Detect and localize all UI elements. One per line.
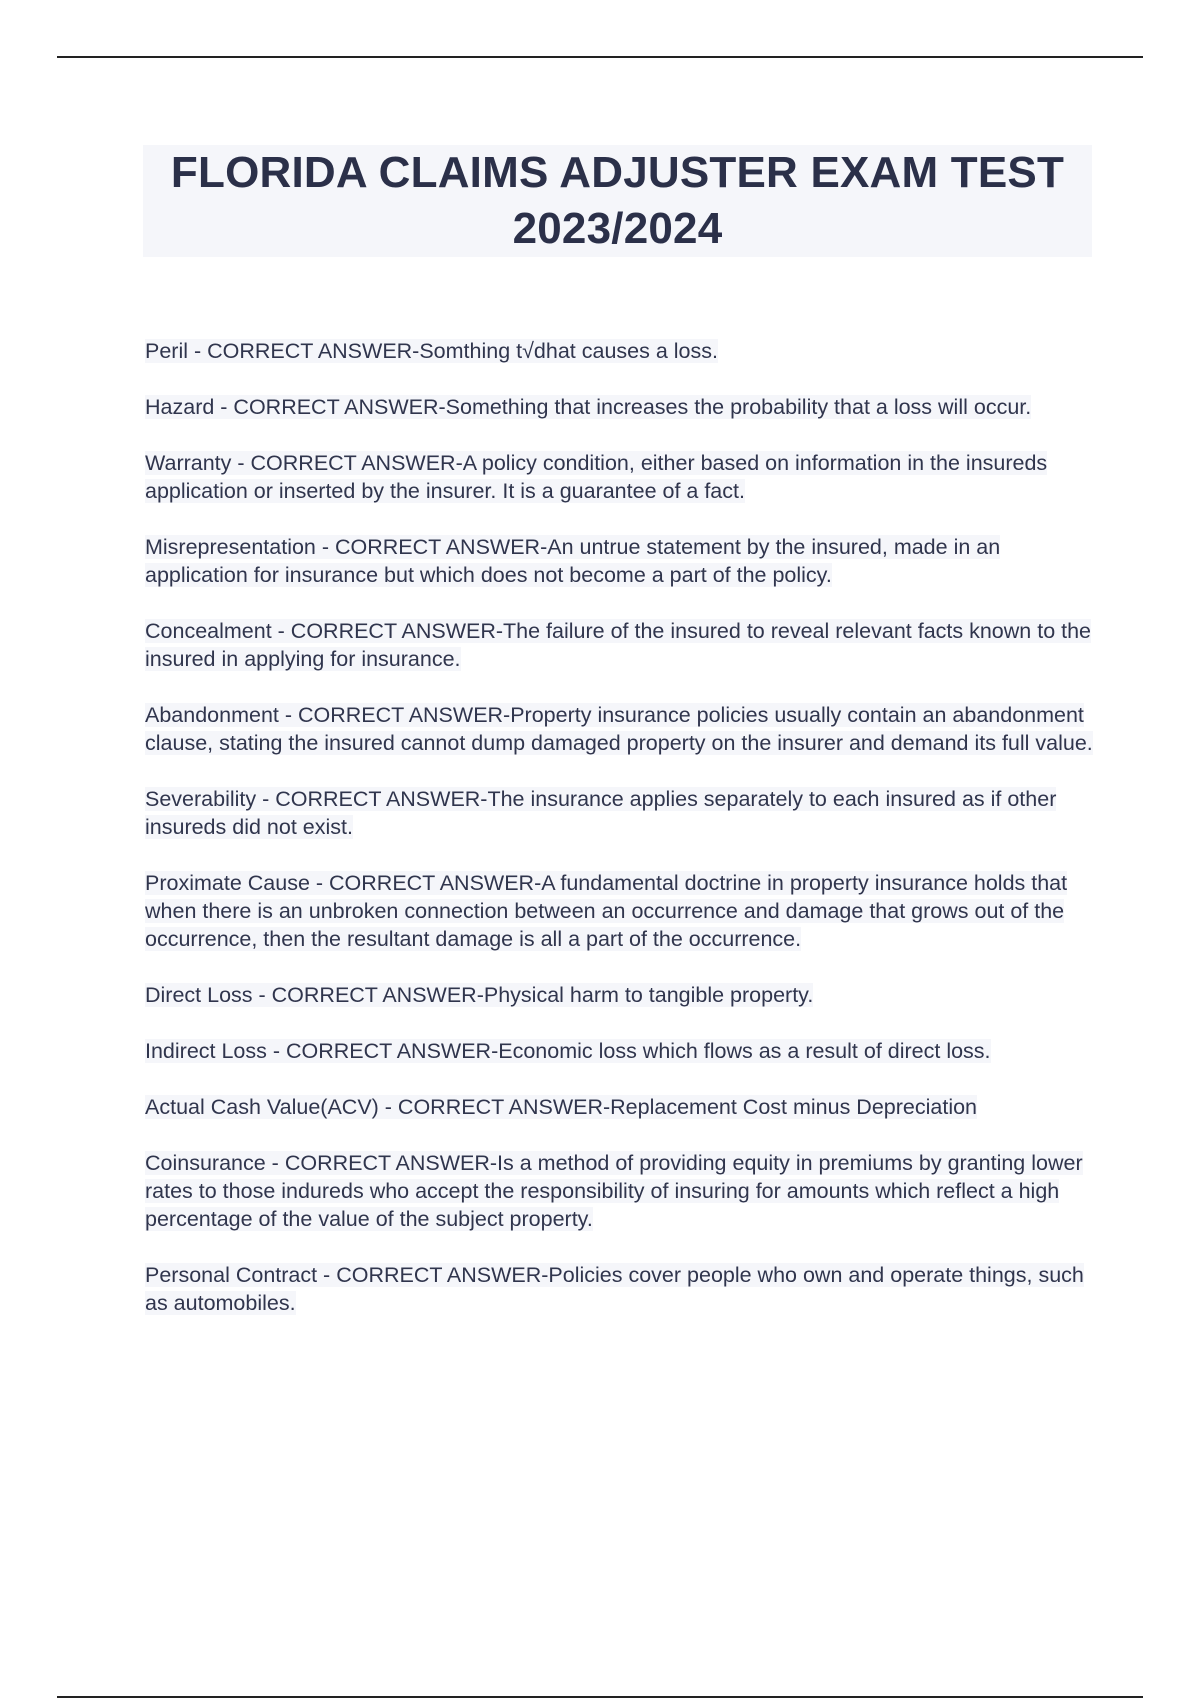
qa-entry-indirect-loss	[145, 1037, 1095, 1065]
qa-entry-text: Hazard - CORRECT ANSWER-Something that increases the probability that a loss will occur.	[145, 395, 1032, 419]
bottom-divider	[57, 1696, 1143, 1698]
qa-entry-concealment	[145, 617, 1095, 673]
qa-entry-text: Indirect Loss - CORRECT ANSWER-Economic loss which flows as a result of direct loss.	[145, 1039, 991, 1063]
qa-entry-misrepresentation	[145, 533, 1095, 589]
qa-entry-abandonment	[145, 701, 1095, 757]
qa-entry-actual-cash-value	[145, 1093, 1095, 1121]
qa-entry-personal-contract	[145, 1261, 1095, 1317]
qa-entry-hazard	[145, 393, 1095, 421]
qa-list	[145, 337, 1095, 1345]
qa-entry-severability	[145, 785, 1095, 841]
qa-entry-text: Severability - CORRECT ANSWER-The insurance applies separately to each insured as if other insureds did not exist.	[145, 787, 1057, 839]
qa-entry-text: Warranty - CORRECT ANSWER-A policy condition, either based on information in the insureds application or inserted by the insurer. It is a guarantee of a fact.	[145, 451, 1048, 503]
page-title: FLORIDA CLAIMS ADJUSTER EXAM TEST 2023/2024	[170, 148, 1065, 253]
qa-entry-text: Proximate Cause - CORRECT ANSWER-A fundamental doctrine in property insurance holds that when there is an unbroken connection between an occurrence and damage that grows out of the occurrence, then the resultant damage is all a part of the occurrence.	[145, 871, 1068, 951]
qa-entry-text: Direct Loss - CORRECT ANSWER-Physical harm to tangible property.	[145, 983, 814, 1007]
qa-entry-direct-loss	[145, 981, 1095, 1009]
qa-entry-warranty	[145, 449, 1095, 505]
qa-entry-text: Actual Cash Value(ACV) - CORRECT ANSWER-Replacement Cost minus Depreciation	[145, 1095, 978, 1119]
qa-entry-proximate-cause	[145, 869, 1095, 953]
qa-entry-coinsurance	[145, 1149, 1095, 1233]
qa-entry-text: Coinsurance - CORRECT ANSWER-Is a method of providing equity in premiums by granting lower rates to those indureds who accept the responsibility of insuring for amounts which reflect a high percentage of the value of the subject property.	[145, 1151, 1083, 1231]
qa-entry-text: Abandonment - CORRECT ANSWER-Property insurance policies usually contain an abandonment clause, stating the insured cannot dump damaged property on the insurer and demand its full value.	[145, 703, 1093, 755]
qa-entry-peril	[145, 337, 1095, 365]
qa-entry-text: Concealment - CORRECT ANSWER-The failure of the insured to reveal relevant facts known to the insured in applying for insurance.	[145, 619, 1092, 671]
qa-entry-text: Peril - CORRECT ANSWER-Somthing t√dhat causes a loss.	[145, 339, 718, 363]
top-divider	[57, 56, 1143, 58]
qa-entry-text: Misrepresentation - CORRECT ANSWER-An untrue statement by the insured, made in an application for insurance but which does not become a part of the policy.	[145, 535, 1001, 587]
qa-entry-text: Personal Contract - CORRECT ANSWER-Policies cover people who own and operate things, such as automobiles.	[145, 1263, 1084, 1315]
title-banner	[143, 145, 1092, 257]
